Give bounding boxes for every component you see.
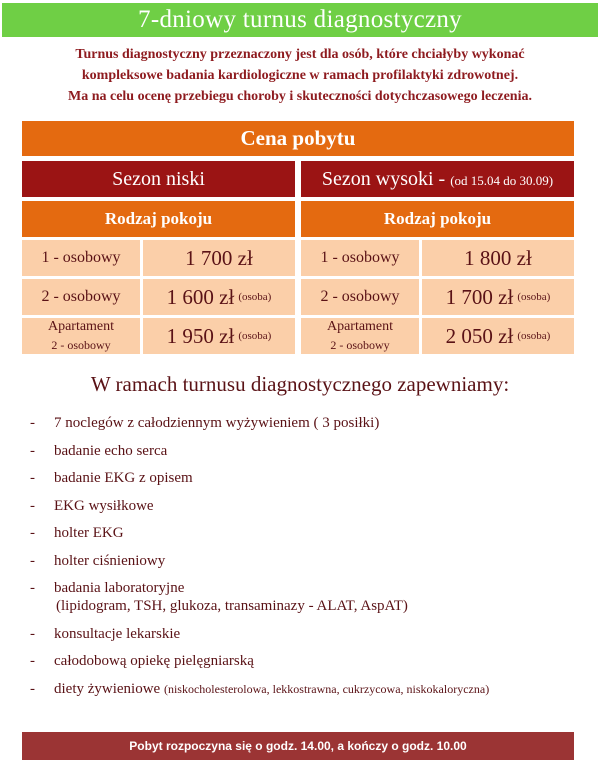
price-cell [422, 240, 574, 276]
price-unit: (osoba) [238, 291, 272, 303]
service-main: diety żywieniowe [54, 680, 161, 697]
price-row [301, 279, 574, 315]
price-value: 1 950 zł [166, 323, 235, 348]
service-detail: (lipidogram, TSH, glukoza, transaminazy - ALAT, AspAT) [56, 598, 408, 614]
service-note: (niskocholesterolowa, lekkostrawna, cukrzycowa, niskokaloryczna) [163, 681, 490, 696]
list-item [30, 579, 590, 615]
service-text: EKG wysiłkowe [54, 497, 154, 514]
season-label-high [301, 161, 574, 197]
service-text: holter EKG [54, 525, 124, 541]
price-value: 1 700 zł [185, 245, 253, 270]
room-type: 1 - osobowy [301, 240, 419, 276]
price-value: 1 800 zł [464, 245, 532, 270]
service-text [54, 680, 489, 698]
list-item [30, 497, 590, 515]
price-unit: (osoba) [517, 291, 551, 303]
room-type-main: Apartament [47, 319, 115, 334]
list-item [30, 442, 590, 460]
room-type-header: Rodzaj pokoju [22, 201, 295, 237]
room-type-main: Apartament [326, 319, 394, 334]
price-cell [143, 279, 295, 315]
bullet: - [30, 525, 35, 541]
room-type [22, 318, 140, 354]
bullet: - [30, 680, 35, 697]
intro-text [0, 44, 600, 107]
service-text: całodobową opiekę pielęgniarską [54, 653, 254, 669]
service-text: 7 noclegów z całodziennym wyżywieniem ( 3 posiłki) [54, 415, 380, 431]
room-type: 2 - osobowy [301, 279, 419, 315]
service-text: konsultacje lekarskie [54, 625, 181, 642]
room-type: 1 - osobowy [22, 240, 140, 276]
list-item [30, 414, 590, 432]
list-item [30, 625, 590, 643]
room-type [301, 318, 419, 354]
service-text: badanie EKG z opisem [54, 470, 193, 486]
price-header: Cena pobytu [22, 121, 574, 156]
list-item [30, 680, 590, 698]
low-season-column [22, 161, 295, 354]
season-name: Sezon wysoki - [321, 168, 446, 190]
intro-line: Turnus diagnostyczny przeznaczony jest dla osób, które chciałyby wykonać [75, 47, 525, 62]
service-text: badanie echo serca [54, 442, 168, 459]
service-main: badania laboratoryjne [54, 580, 185, 596]
high-season-column [301, 161, 574, 354]
list-item [30, 469, 590, 487]
services-list [30, 414, 590, 707]
bullet: - [30, 580, 35, 596]
price-cell [422, 318, 574, 354]
page-title: 7-dniowy turnus diagnostyczny [2, 3, 598, 37]
price-cell [143, 240, 295, 276]
bullet: - [30, 625, 35, 642]
price-row [22, 279, 295, 315]
price-row [301, 318, 574, 354]
price-row [22, 240, 295, 276]
bullet: - [30, 470, 35, 486]
bullet: - [30, 653, 35, 669]
bullet: - [30, 552, 35, 569]
list-item [30, 524, 590, 542]
list-item [30, 552, 590, 570]
bullet: - [30, 415, 35, 431]
price-cell [143, 318, 295, 354]
service-text [54, 579, 408, 615]
price-value: 2 050 zł [445, 323, 514, 348]
price-value: 1 600 zł [166, 284, 235, 309]
footer-bar: Pobyt rozpoczyna się o godz. 14.00, a kończy o godz. 10.00 [22, 732, 574, 760]
season-dates: (od 15.04 do 30.09) [450, 173, 554, 188]
price-row [301, 240, 574, 276]
bullet: - [30, 497, 35, 514]
price-unit: (osoba) [238, 330, 272, 342]
intro-line: kompleksowe badania kardiologiczne w ramach profilaktyki zdrowotnej. [81, 68, 519, 83]
room-type: 2 - osobowy [22, 279, 140, 315]
service-text: holter ciśnieniowy [54, 552, 166, 569]
season-name: Sezon niski [112, 168, 205, 190]
price-unit: (osoba) [517, 330, 551, 342]
season-label-low [22, 161, 295, 197]
price-cell [422, 279, 574, 315]
room-type-sub: 2 - osobowy [51, 338, 111, 352]
room-type-header: Rodzaj pokoju [301, 201, 574, 237]
intro-line: Ma na celu ocenę przebiegu choroby i skuteczności dotychczasowego leczenia. [67, 89, 532, 104]
price-value: 1 700 zł [445, 284, 514, 309]
room-type-sub: 2 - osobowy [330, 338, 390, 352]
services-header: W ramach turnusu diagnostycznego zapewniamy: [90, 372, 510, 396]
price-row [22, 318, 295, 354]
bullet: - [30, 442, 35, 459]
list-item [30, 652, 590, 670]
